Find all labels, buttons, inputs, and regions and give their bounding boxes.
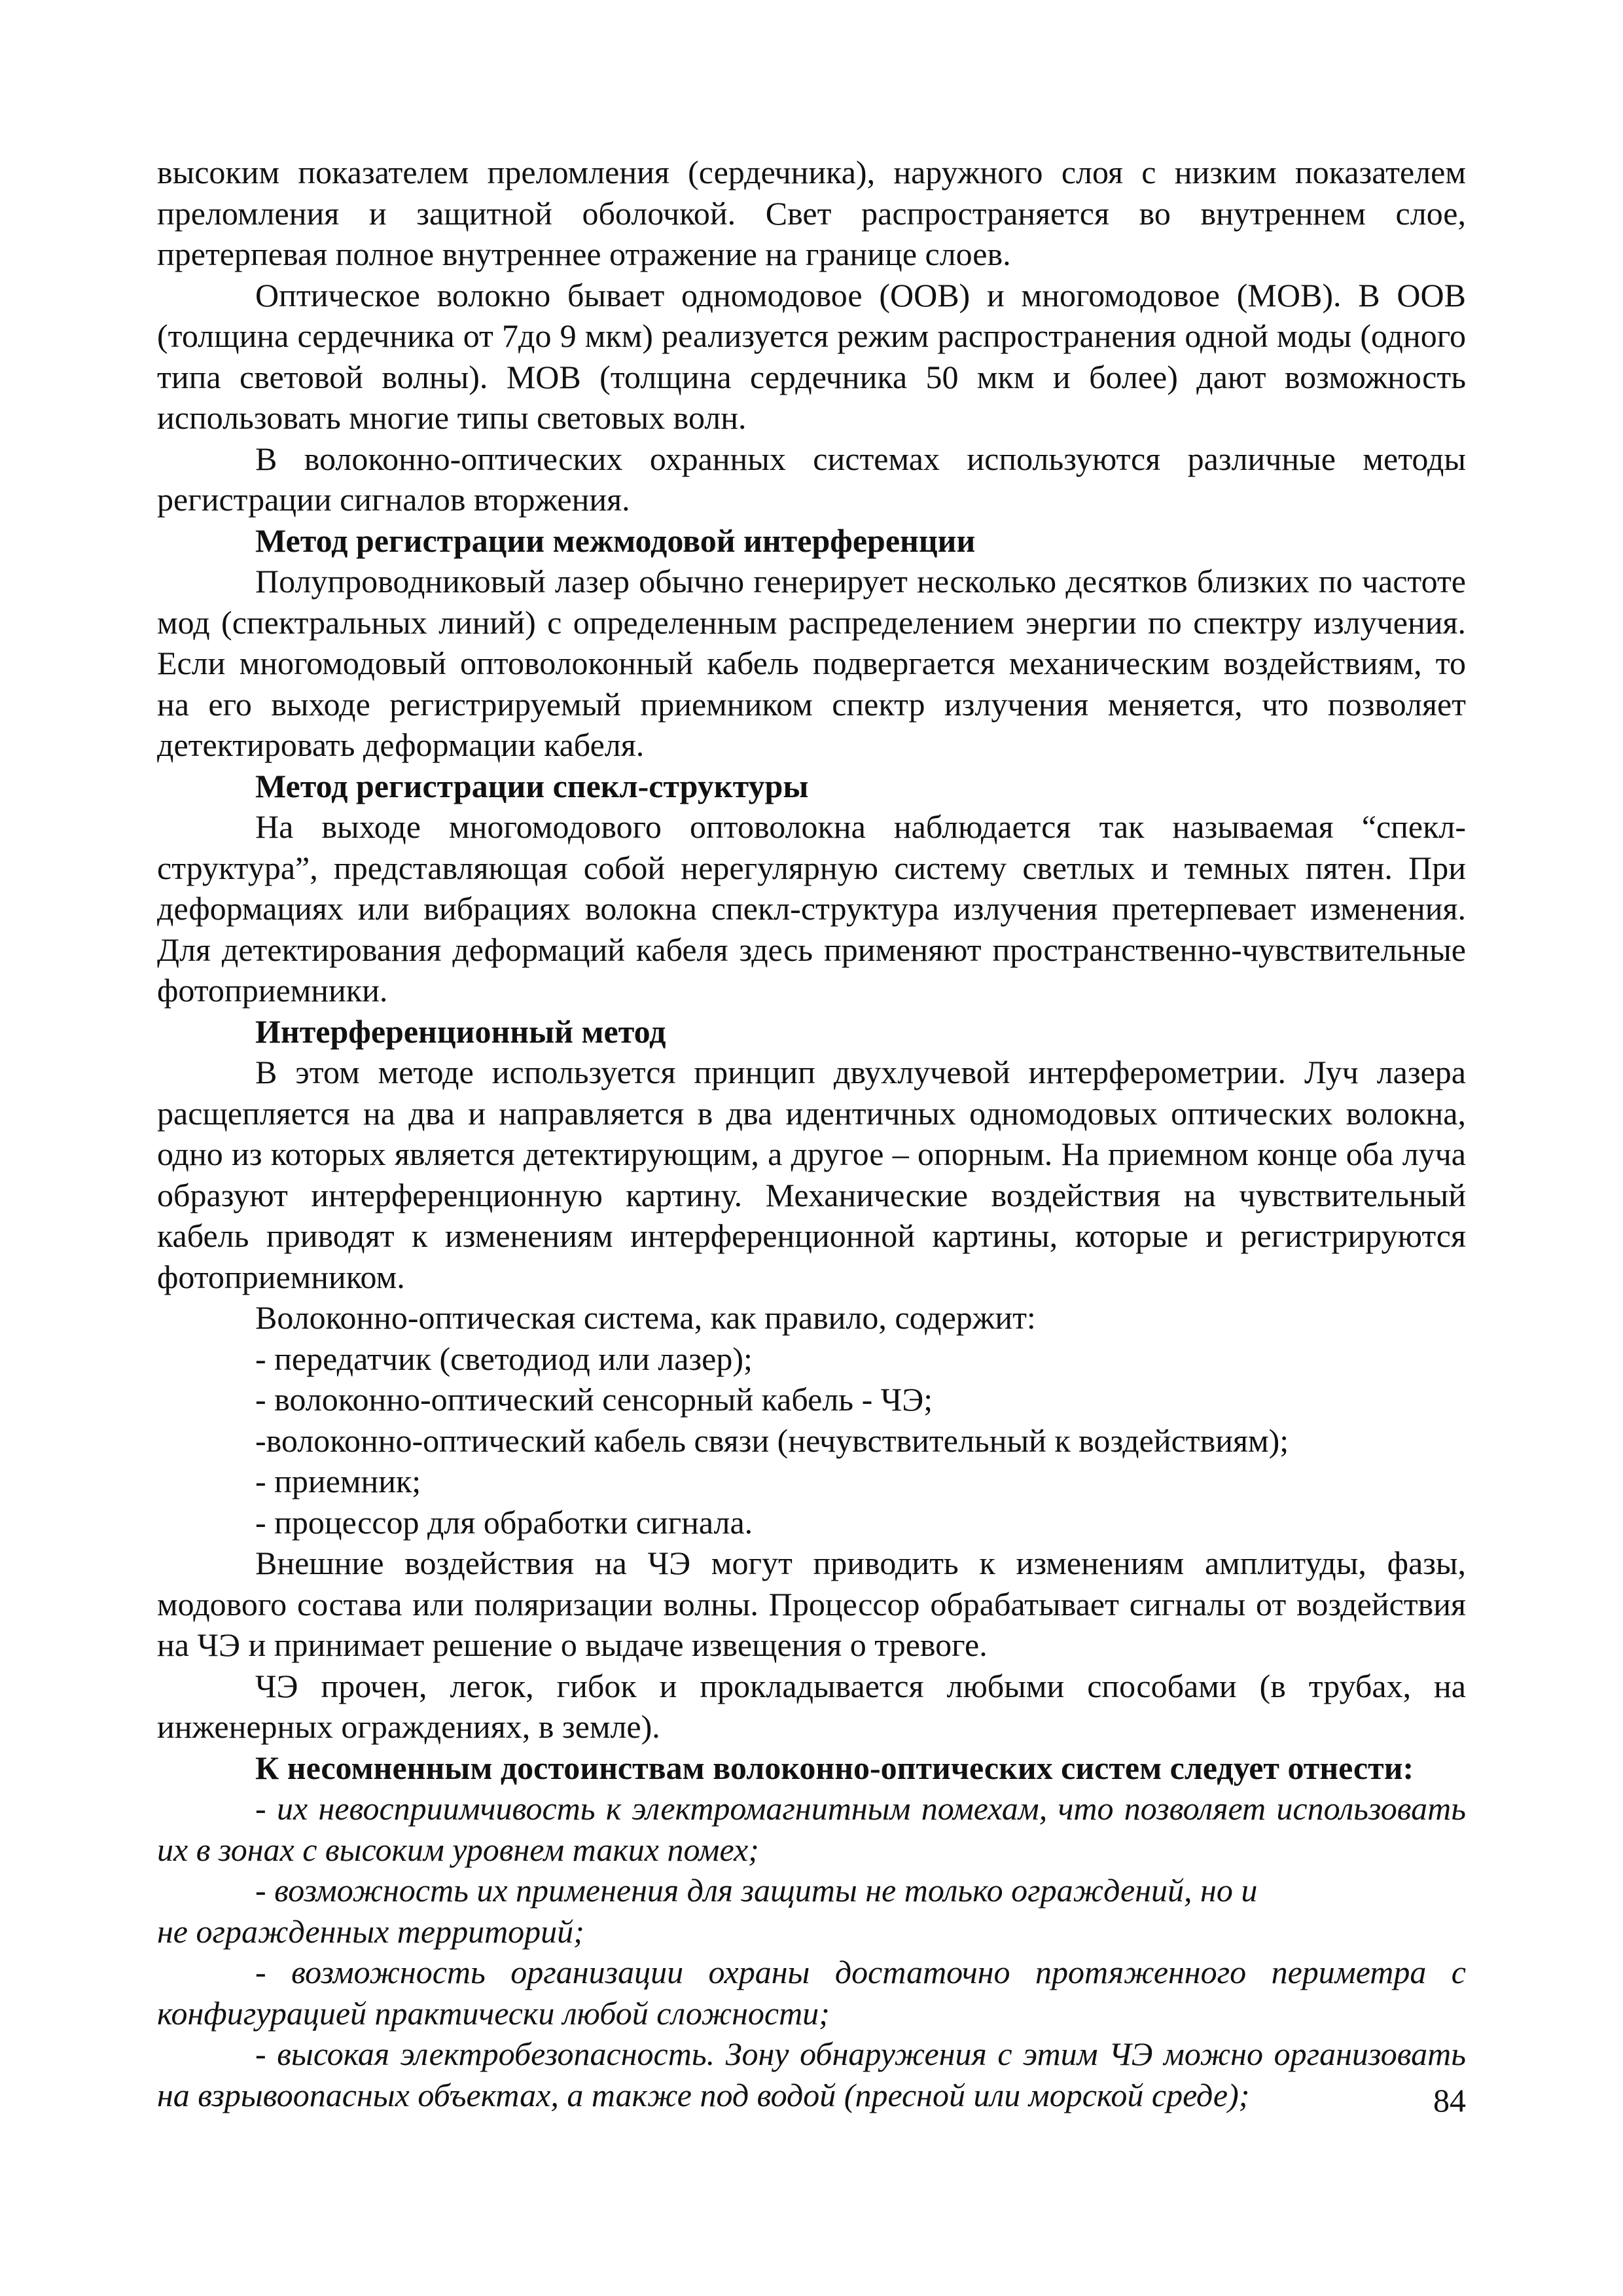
- paragraph-registration-methods: В волоконно-оптических охранных системах используются различные методы регистрации сигналов вторжения.: [157, 440, 1466, 518]
- paragraph-fiber-structure: высоким показателем преломления (сердечника), наружного слоя с низким показателем преломления и защитной оболочкой. Свет распространяется во внутреннем слое, претерпевая полное внутреннее отражение на границе слоев.: [157, 154, 1466, 272]
- paragraph-system-contents: Волоконно-оптическая система, как правило, содержит:: [255, 1299, 1036, 1336]
- list-item: -волоконно-оптический кабель связи (нечувствительный к воздействиям);: [255, 1422, 1289, 1459]
- advantage-item-continuation: не огражденных территорий;: [157, 1912, 584, 1950]
- advantage-item: - высокая электробезопасность. Зону обнаружения с этим ЧЭ можно организовать на взрывоопасных объектах, а также под водой (пресной или морской среде);: [157, 2036, 1466, 2113]
- list-item: - волоконно-оптический сенсорный кабель - ЧЭ;: [255, 1381, 933, 1418]
- heading-speckle-structure: Метод регистрации спекл-структуры: [255, 767, 809, 804]
- advantage-item: - возможность организации охраны достаточно протяженного периметра с конфигурацией практически любой сложности;: [157, 1954, 1466, 2032]
- heading-interference-method: Интерференционный метод: [255, 1013, 666, 1050]
- heading-intermode-interference: Метод регистрации межмодовой интерференции: [255, 522, 976, 559]
- list-item: - процессор для обработки сигнала.: [255, 1503, 753, 1541]
- paragraph-interference-method: В этом методе используется принцип двухлучевой интерферометрии. Луч лазера расщепляется на два и направляется в два идентичных одномодовых оптических волокна, одно из которых является детектирующим, а другое – опорным. На приемном конце оба луча образуют интерференционную картину. Механические воздействия на чувствительный кабель приводят к изменениям интерференционной картины, которые и регистрируются фотоприемником.: [157, 1054, 1466, 1295]
- advantage-item: - их невосприимчивость к электромагнитным помехам, что позволяет использовать их в зонах с высоким уровнем таких помех;: [157, 1790, 1466, 1868]
- list-item: - приемник;: [255, 1463, 421, 1499]
- paragraph-sensor-properties: ЧЭ прочен, легок, гибок и прокладывается любыми способами (в трубах, на инженерных ограждениях, в земле).: [157, 1667, 1466, 1745]
- advantage-item: - возможность их применения для защиты не только ограждений, но и: [255, 1872, 1258, 1909]
- document-page: [157, 152, 1466, 2115]
- list-item: - передатчик (светодиод или лазер);: [255, 1340, 753, 1377]
- paragraph-fiber-types: Оптическое волокно бывает одномодовое (ООВ) и многомодовое (МОВ). В ООВ (толщина сердечника от 7до 9 мкм) реализуется режим распространения одной моды (одного типа световой волны). МОВ (толщина сердечника 50 мкм и более) дают возможность использовать многие типы световых волн.: [157, 276, 1466, 436]
- page-number: 84: [1433, 2082, 1466, 2119]
- paragraph-external-effects: Внешние воздействия на ЧЭ могут приводить к изменениям амплитуды, фазы, модового состава или поляризации волны. Процессор обрабатывает сигналы от воздействия на ЧЭ и принимает решение о выдаче извещения о тревоге.: [157, 1545, 1466, 1663]
- paragraph-speckle-structure: На выходе многомодового оптоволокна наблюдается так называемая “спекл-структура”, представляющая собой нерегулярную систему светлых и темных пятен. При деформациях или вибрациях волокна спекл-структура излучения претерпевает изменения. Для детектирования деформаций кабеля здесь применяют пространственно-чувствительные фотоприемники.: [157, 808, 1466, 1009]
- heading-advantages: К несомненным достоинствам волоконно-оптических систем следует отнести:: [255, 1749, 1414, 1786]
- paragraph-intermode-interference: Полупроводниковый лазер обычно генерирует несколько десятков близких по частоте мод (спектральных линий) с определенным распределением энергии по спектру излучения. Если многомодовый оптоволоконный кабель подвергается механическим воздействиям, то на его выходе регистрируемый приемником спектр излучения меняется, что позволяет детектировать деформации кабеля.: [157, 563, 1466, 763]
